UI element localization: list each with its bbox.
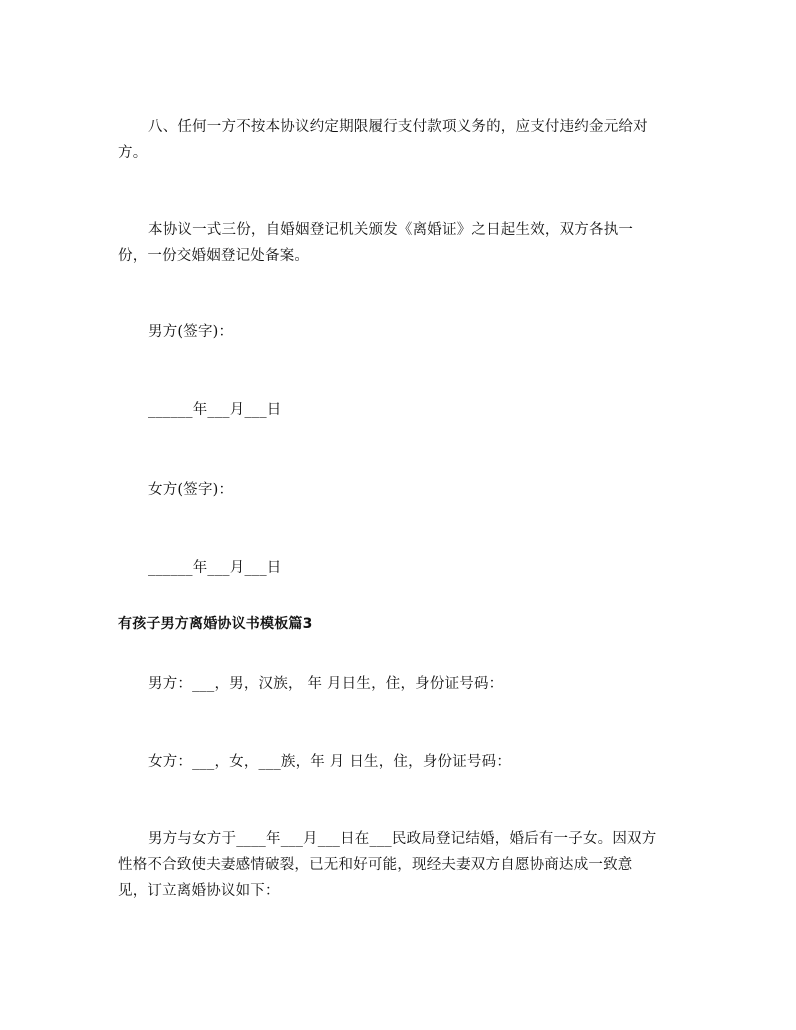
copies-clause-line-2: 份，一份交婚姻登记处备案。 (118, 248, 310, 264)
clause-8-line-2: 方。 (118, 145, 148, 161)
female-signature-date: ______年___月___日 (148, 560, 282, 576)
male-signature-label: 男方(签字)： (148, 324, 234, 340)
marriage-statement-line-2: 性格不合致使夫妻感情破裂，已无和好可能，现经夫妻双方自愿协商达成一致意 (118, 857, 633, 873)
male-signature-date: ______年___月___日 (148, 402, 282, 418)
female-signature-label: 女方(签字)： (148, 482, 234, 498)
marriage-statement-line-3: 见，订立离婚协议如下： (118, 883, 280, 899)
clause-8-line-1: 八、任何一方不按本协议约定期限履行支付款项义务的，应支付违约金元给对 (148, 119, 648, 135)
female-party-info: 女方：___，女，___族，年 月 日生，住，身份证号码： (148, 754, 512, 770)
male-party-info: 男方：___，男，汉族， 年 月日生，住，身份证号码： (148, 676, 504, 692)
copies-clause-line-1: 本协议一式三份，自婚姻登记机关颁发《离婚证》之日起生效，双方各执一 (148, 222, 634, 238)
section-title: 有孩子男方离婚协议书模板篇3 (118, 616, 313, 632)
marriage-statement-line-1: 男方与女方于____年___月___日在___民政局登记结婚，婚后有一子女。因双方 (148, 831, 657, 847)
